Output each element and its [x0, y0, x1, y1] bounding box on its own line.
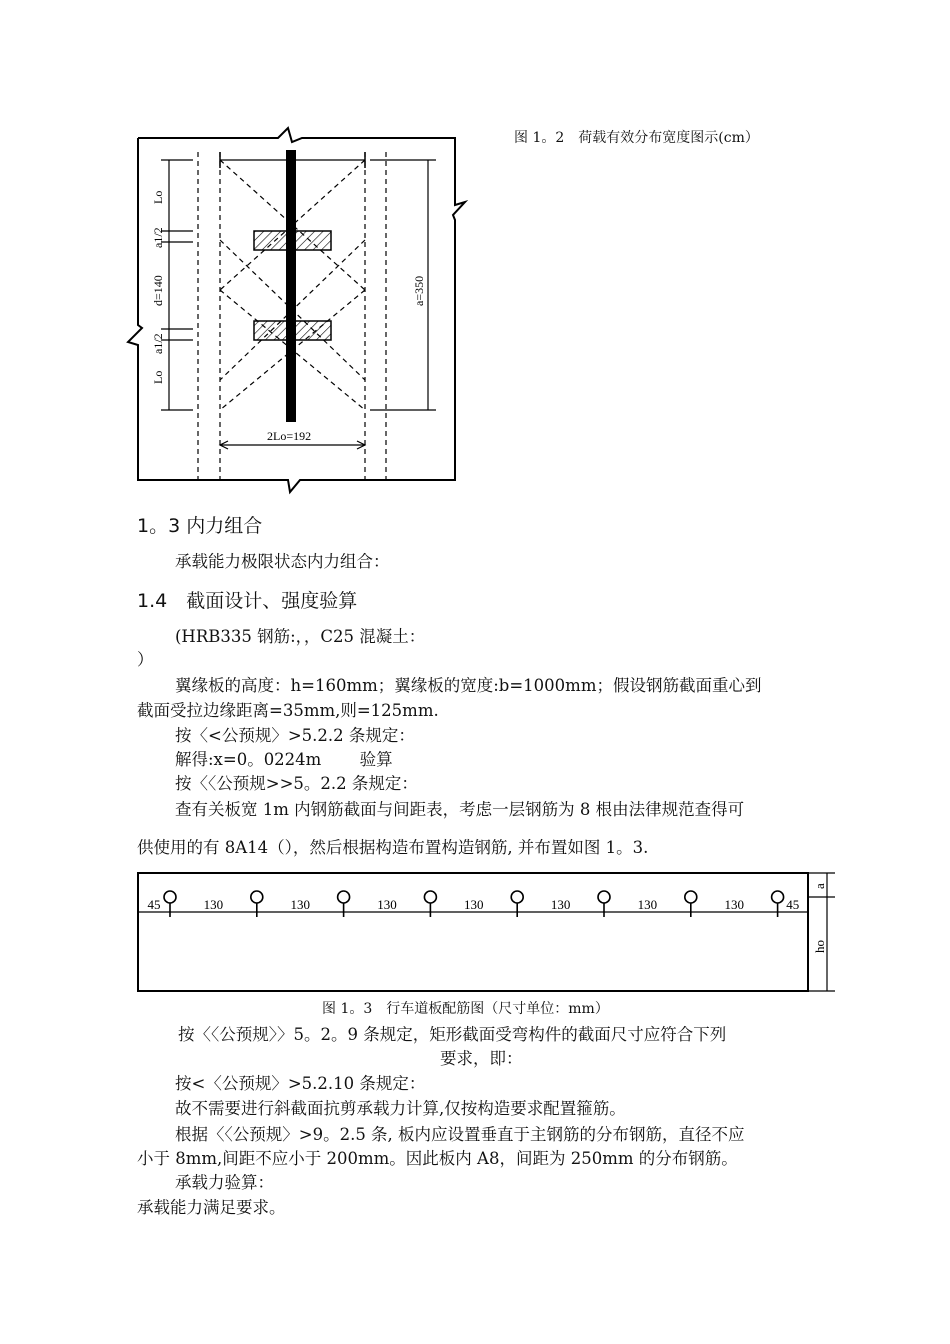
slab-section: [138, 873, 808, 991]
wheel-load-top: [254, 231, 331, 250]
paragraph-code-5-2-2: 按〈<公预规〉>5.2.2 条规定：: [175, 726, 415, 745]
rebar-circle: [424, 891, 436, 903]
paragraph-distribution-line2: 小于 8mm,间距不应小于 200mm。因此板内 A8，间距为 250mm 的分布钢筋。: [137, 1149, 738, 1168]
section-1-3-heading: 1。3 内力组合: [137, 515, 263, 537]
paragraph-code-5-2-2-b: 按〈〈公预规>>5。2.2 条规定：: [175, 774, 418, 793]
spacing-label: 130: [464, 897, 484, 912]
paragraph-rebar-line2: 供使用的有 8A14（），然后根据构造布置构造钢筋, 并布置如图 1。3.: [137, 838, 649, 857]
wheel-load-bottom: [254, 321, 331, 340]
label-lo-top: Lo: [151, 190, 165, 204]
label-h0-dim: ho: [812, 940, 827, 953]
spacing-label: 130: [203, 897, 224, 912]
paragraph-rebar-line1: 查有关板宽 1m 内钢筋截面与间距表，考虑一层钢筋为 8 根由法律规范查得可: [175, 800, 745, 819]
paragraph-distribution-line1: 根据〈〈公预规〉>9。2.5 条, 板内应设置垂直于主钢筋的分布钢筋，直径不应: [175, 1125, 745, 1144]
label-d: d=140: [151, 275, 165, 306]
spacing-label: 130: [550, 897, 571, 912]
rebar-circle: [164, 891, 176, 903]
paragraph-capacity-check: 承载力验算：: [175, 1173, 274, 1192]
spacing-label: 130: [290, 897, 310, 912]
rebar-circle: [598, 891, 610, 903]
paragraph-flange-line2: 截面受拉边缘距离=35mm,则=125mm.: [137, 701, 439, 720]
paragraph-code-5-2-9-line2: 要求，即：: [440, 1049, 523, 1068]
rebar-circle: [772, 891, 784, 903]
paragraph-solution: 解得:x=0。0224m 验算: [175, 750, 393, 769]
rebar-circle: [251, 891, 263, 903]
spacing-label: 45: [786, 897, 800, 912]
label-a: a=350: [412, 275, 426, 306]
spacing-label: 130: [724, 897, 744, 912]
paragraph-code-5-2-10: 按<〈公预规〉>5.2.10 条规定：: [175, 1074, 426, 1093]
spacing-label: 130: [637, 897, 658, 912]
rebar-circle: [511, 891, 523, 903]
figure-1-2-caption: 图 1。2 荷载有效分布宽度图示(cm）: [514, 130, 759, 146]
paragraph-materials-close: ）: [137, 650, 154, 669]
rebar-circle: [685, 891, 697, 903]
paragraph-shear: 故不需要进行斜截面抗剪承载力计算,仅按构造要求配置箍筋。: [175, 1099, 626, 1118]
spacing-label: 130: [377, 897, 397, 912]
rebar-circle: [338, 891, 350, 903]
paragraph-materials: (HRB335 钢筋:，，C25 混凝土：: [175, 627, 426, 646]
label-a-dim: a: [812, 883, 827, 889]
rebar-layout-figure: [130, 865, 840, 1000]
label-lo-bottom: Lo: [151, 370, 165, 384]
section-1-4-heading: 1.4 截面设计、强度验算: [137, 590, 358, 612]
spacing-label: 45: [147, 897, 161, 912]
paragraph-flange-line1: 翼缘板的高度：h=160mm；翼缘板的宽度:b=1000mm；假设钢筋截面重心到: [175, 676, 762, 695]
label-2lo: 2Lo=192: [267, 429, 312, 443]
figure-1-3-caption: 图 1。3 行车道板配筋图（尺寸单位：mm）: [322, 1001, 609, 1017]
load-distribution-figure: [120, 120, 480, 500]
label-a-half-bottom: a1/2: [151, 333, 165, 354]
section-1-3-text: 承载能力极限状态内力组合：: [175, 552, 390, 571]
paragraph-conclusion: 承载能力满足要求。: [137, 1198, 286, 1217]
label-a-half-top: a1/2: [151, 227, 165, 248]
paragraph-code-5-2-9-line1: 按〈〈公预规〉〉5。2。9 条规定，矩形截面受弯构件的截面尺寸应符合下列: [178, 1025, 727, 1044]
